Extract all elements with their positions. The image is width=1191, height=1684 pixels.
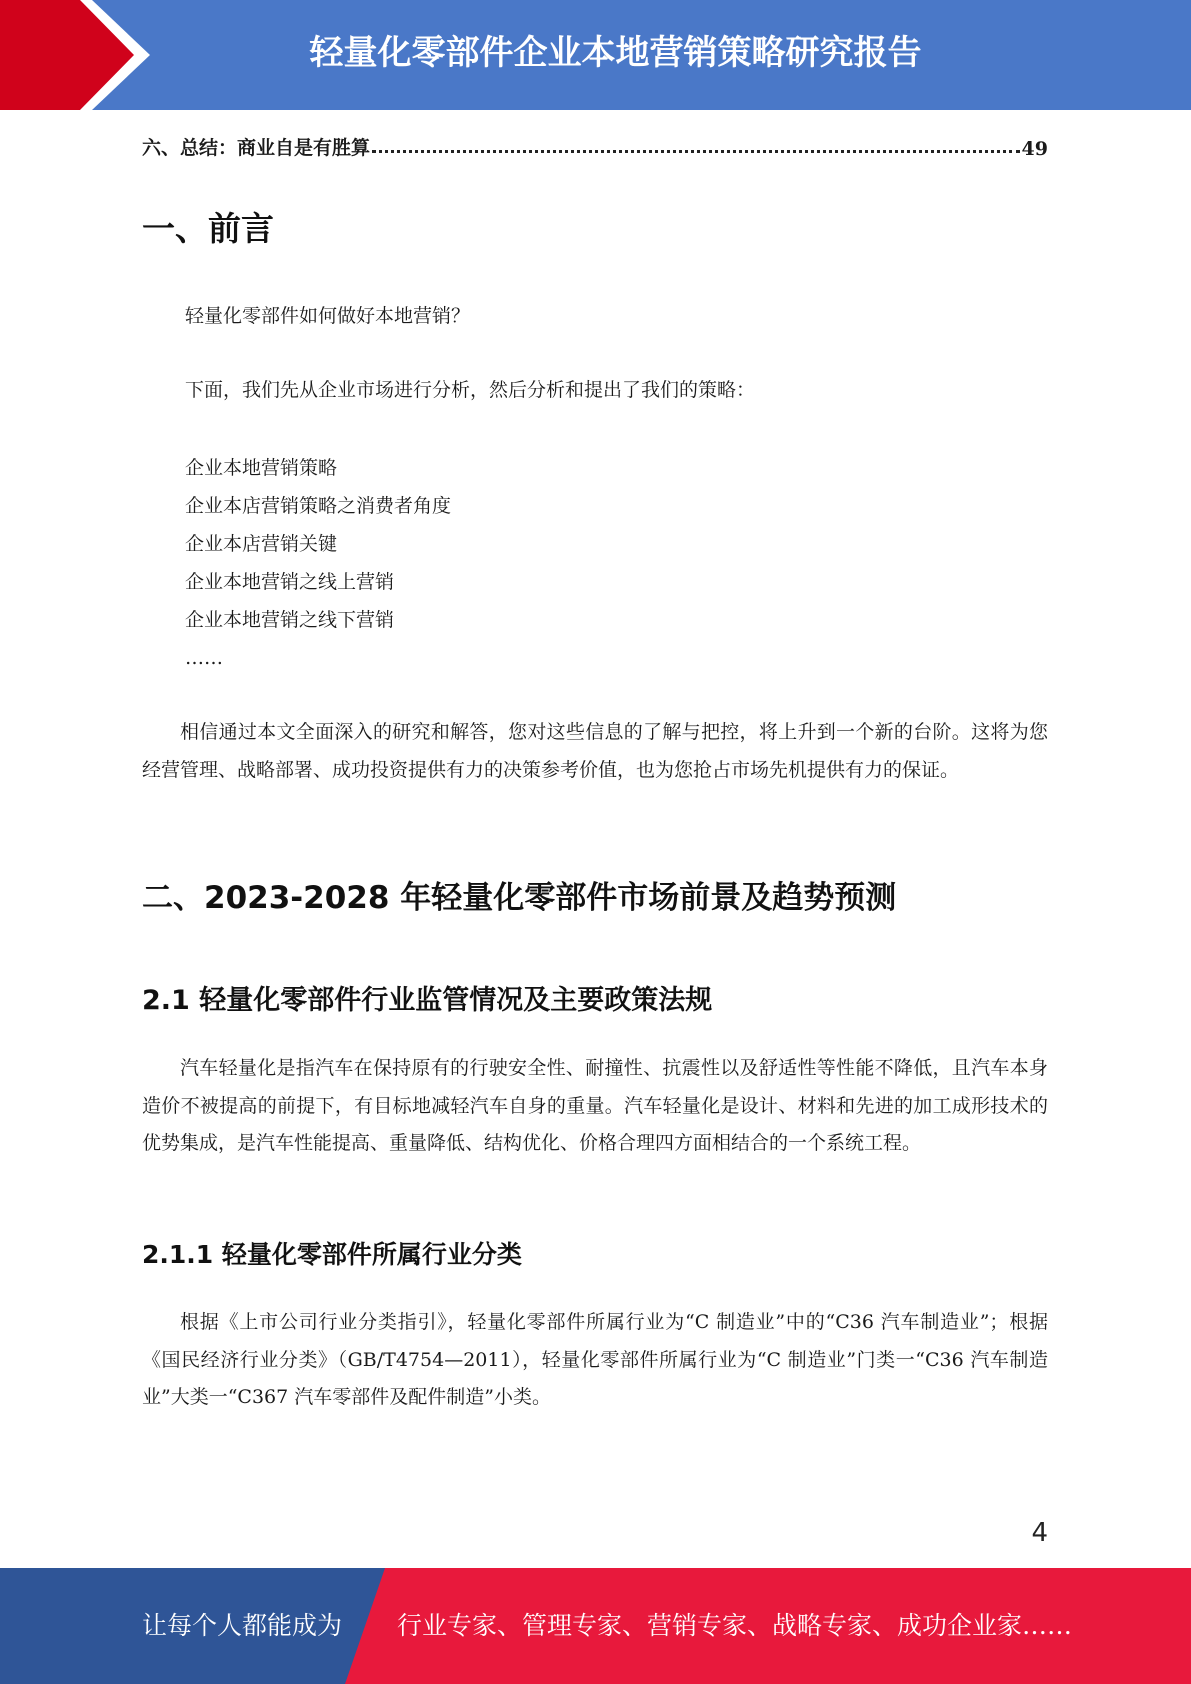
regulation-paragraph: 汽车轻量化是指汽车在保持原有的行驶安全性、耐撞性、抗震性以及舒适性等性能不降低，且汽车本身造价不被提高的前提下，有目标地减轻汽车自身的重量。汽车轻量化是设计、材料和先进的加工成形技术的优势集成，是汽车性能提高、重量降低、结构优化、价格合理四方面相结合的一个系统工程。 (142, 1057, 1048, 1154)
section-heading-preface: 一、前言 (142, 209, 274, 248)
preface-closing: 相信通过本文全面深入的研究和解答，您对这些信息的了解与把控，将上升到一个新的台阶。这将为您经营管理、战略部署、成功投资提供有力的决策参考价值，也为您抢占市场先机提供有力的保证。 (142, 721, 1048, 781)
toc-entry-label: 六、总结：商业自是有胜算 (142, 137, 371, 159)
toc-entry[interactable] (142, 128, 1048, 160)
footer-slogan-right: 行业专家、管理专家、营销专家、战略专家、成功企业家…… (397, 1611, 1073, 1640)
page-header (0, 0, 1191, 110)
list-item: 企业本店营销策略之消费者角度 (185, 495, 452, 517)
toc-dot-leader (372, 150, 1020, 153)
list-item: 企业本地营销策略 (185, 457, 338, 479)
toc-entry-page: 49 (1021, 138, 1048, 160)
header-red-chevron (0, 0, 150, 110)
list-item: …… (185, 647, 223, 669)
header-title: 轻量化零部件企业本地营销策略研究报告 (309, 33, 922, 73)
classification-paragraph: 根据《上市公司行业分类指引》，轻量化零部件所属行业为“C 制造业”中的“C36 汽车制造业”；根据《国民经济行业分类》（GB/T4754—2011），轻量化零部件所属行业为“C 制造业”门类一“C36 汽车制造业”大类一“C367 汽车零部件及配件制造”小类。 (142, 1311, 1048, 1408)
preface-question: 轻量化零部件如何做好本地营销？ (185, 305, 471, 327)
strategy-list (185, 449, 451, 677)
subsection-heading-regulation: 2.1 轻量化零部件行业监管情况及主要政策法规 (142, 985, 713, 1016)
list-item: 企业本地营销之线上营销 (185, 571, 395, 593)
preface-intro: 下面，我们先从企业市场进行分析，然后分析和提出了我们的策略： (185, 379, 756, 401)
section-heading-forecast: 二、2023-2028 年轻量化零部件市场前景及趋势预测 (142, 880, 897, 916)
list-item: 企业本店营销关键 (185, 533, 338, 555)
list-item: 企业本地营销之线下营销 (185, 609, 395, 631)
subsection-heading-classification: 2.1.1 轻量化零部件所属行业分类 (142, 1240, 522, 1269)
footer-slogan-left: 让每个人都能成为 (142, 1611, 343, 1640)
page-number: 4 (1031, 1518, 1048, 1548)
page-footer (0, 1568, 1191, 1684)
